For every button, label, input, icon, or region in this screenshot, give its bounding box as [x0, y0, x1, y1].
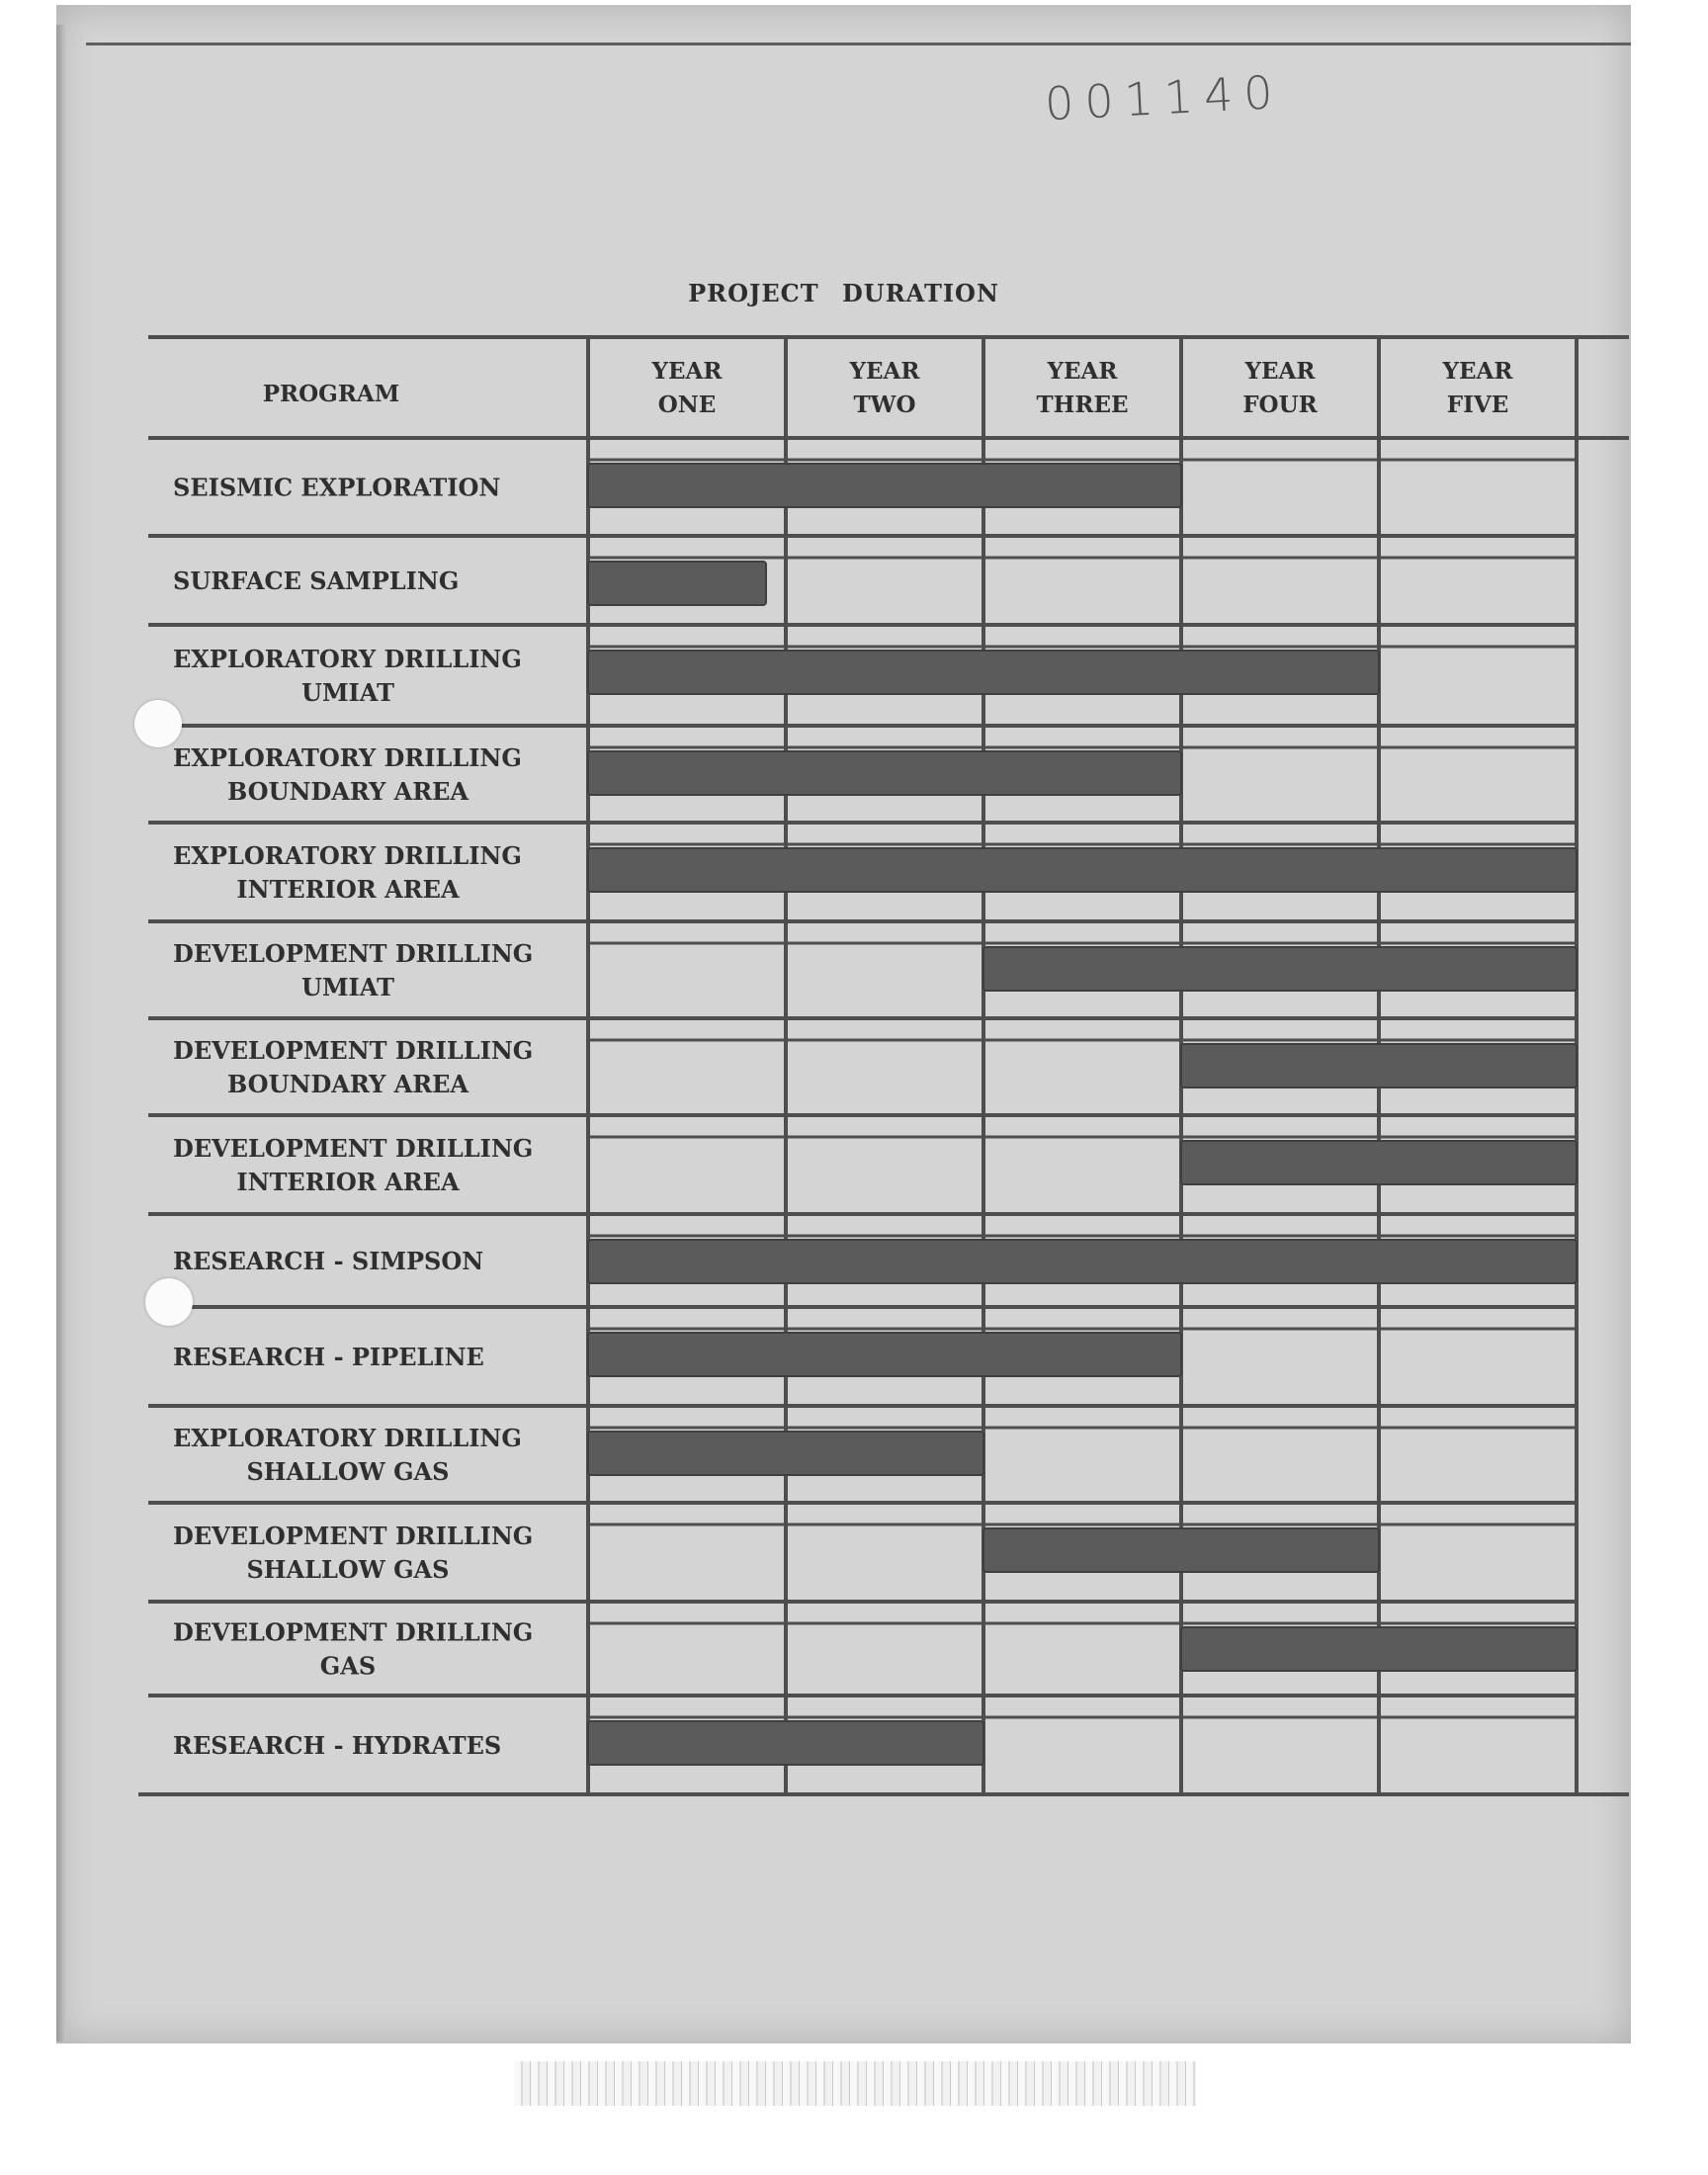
duration-bar [588, 1333, 1181, 1376]
row-label-line1: DEVELOPMENT DRILLING [173, 1522, 534, 1550]
row-label-line2: INTERIOR AREA [236, 875, 460, 904]
duration-bar [588, 651, 1379, 694]
year-header-line1: YEAR [849, 358, 920, 385]
duration-bar [983, 947, 1577, 991]
year-header-line1: YEAR [1442, 358, 1513, 385]
row-label-line1: EXPLORATORY DRILLING [173, 645, 522, 673]
punch-hole [134, 700, 182, 747]
row-label-line2: INTERIOR AREA [236, 1168, 460, 1196]
program-header: PROGRAM [262, 381, 400, 407]
duration-bar [1181, 1141, 1577, 1184]
row-label: SEISMIC EXPLORATION [173, 473, 501, 502]
year-header-line2: THREE [1036, 392, 1129, 418]
duration-bar [588, 1240, 1577, 1283]
duration-bar [588, 751, 1181, 795]
row-label-line1: EXPLORATORY DRILLING [173, 841, 522, 870]
year-header-line2: FIVE [1446, 392, 1509, 418]
row-label-line1: DEVELOPMENT DRILLING [173, 939, 534, 968]
duration-bar [588, 1721, 983, 1765]
row-label-line1: DEVELOPMENT DRILLING [173, 1036, 534, 1065]
row-label-line2: UMIAT [301, 973, 394, 1001]
row-label-line2: SHALLOW GAS [246, 1457, 450, 1486]
year-header-line2: ONE [657, 392, 717, 418]
duration-bar [588, 464, 1181, 507]
row-label-line2: BOUNDARY AREA [226, 777, 470, 806]
page-title: PROJECT DURATION [688, 279, 999, 307]
row-label: SURFACE SAMPLING [173, 566, 460, 595]
duration-bar [588, 848, 1577, 892]
row-label: RESEARCH - HYDRATES [173, 1731, 502, 1760]
row-label-line2: UMIAT [301, 678, 394, 707]
duration-bar [1181, 1627, 1577, 1671]
row-label: RESEARCH - PIPELINE [173, 1343, 484, 1371]
row-label: RESEARCH - SIMPSON [173, 1247, 484, 1275]
duration-bar [588, 1432, 983, 1475]
row-label-line1: EXPLORATORY DRILLING [173, 1424, 522, 1452]
row-label-line2: BOUNDARY AREA [226, 1070, 470, 1098]
scan-artifact [514, 2061, 1196, 2106]
document-number: 001140 [1043, 64, 1285, 131]
row-label-line2: GAS [319, 1651, 377, 1681]
punch-hole [145, 1278, 193, 1326]
year-header-line1: YEAR [651, 358, 723, 385]
year-header-line1: YEAR [1244, 358, 1316, 385]
duration-bar [983, 1528, 1379, 1572]
year-header-line2: FOUR [1242, 392, 1318, 418]
duration-bar [588, 562, 766, 605]
year-header-line1: YEAR [1047, 358, 1118, 385]
year-header-line2: TWO [853, 392, 916, 418]
row-label-line1: DEVELOPMENT DRILLING [173, 1617, 534, 1647]
row-label-line2: SHALLOW GAS [246, 1555, 450, 1584]
row-label-line1: DEVELOPMENT DRILLING [173, 1134, 534, 1163]
duration-bar [1181, 1044, 1577, 1088]
row-label-line1: EXPLORATORY DRILLING [173, 743, 522, 772]
